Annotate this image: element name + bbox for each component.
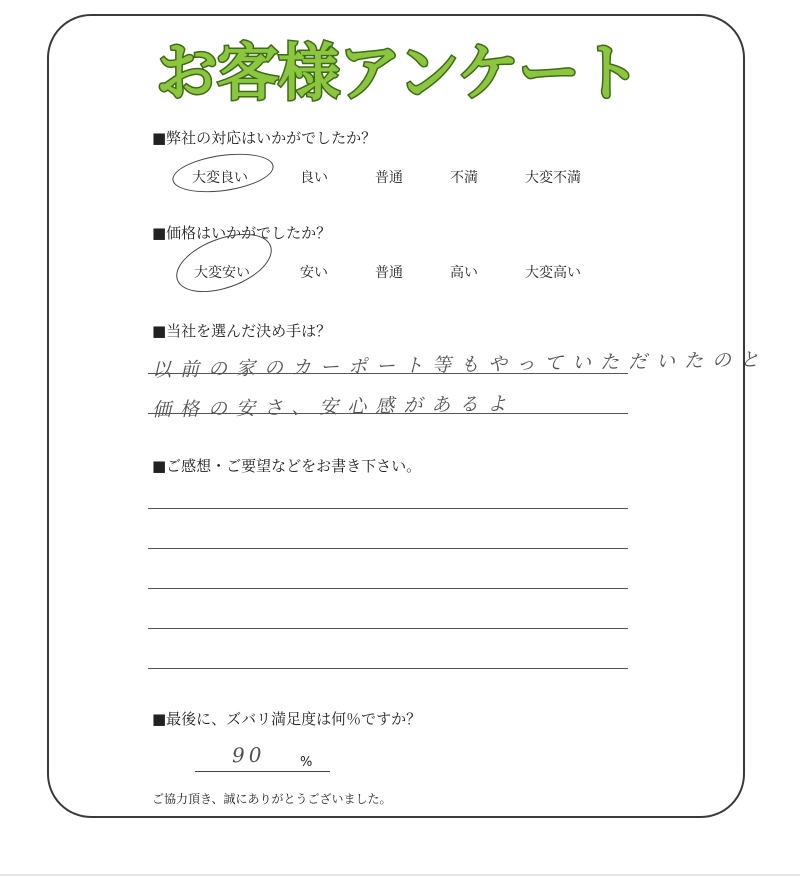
option-price-normal[interactable]: 普通 xyxy=(375,265,403,281)
answer-line-2 xyxy=(148,413,628,414)
comment-line-1[interactable] xyxy=(148,508,628,509)
comment-line-2[interactable] xyxy=(148,548,628,549)
option-service-very-good[interactable]: 大変良い xyxy=(192,170,248,186)
question-satisfaction: ■最後に、ズバリ満足度は何％ですか？ xyxy=(152,710,422,728)
question-price: ■価格はいかがでしたか？ xyxy=(152,224,332,242)
option-service-very-unsatisfied[interactable]: 大変不満 xyxy=(525,170,581,186)
option-service-unsatisfied[interactable]: 不満 xyxy=(450,170,478,186)
option-service-normal[interactable]: 普通 xyxy=(375,170,403,186)
comment-line-3[interactable] xyxy=(148,588,628,589)
page-title xyxy=(0,26,800,116)
handwritten-satisfaction-value: 90 xyxy=(231,742,266,768)
percent-unit: % xyxy=(300,755,313,770)
handwritten-reason-line-2: 価格の安さ、安心感があるよ xyxy=(151,392,516,422)
service-options xyxy=(150,167,630,197)
title-text: お客様アンケート xyxy=(155,36,641,109)
answer-line-1 xyxy=(148,373,628,374)
option-price-very-high[interactable]: 大変高い xyxy=(525,265,581,281)
option-service-good[interactable]: 良い xyxy=(300,170,328,186)
price-options xyxy=(150,262,630,292)
handwritten-reason-line-1: 以前の家のカーポート等もやっていただいたのと xyxy=(151,348,769,382)
comment-line-4[interactable] xyxy=(148,628,628,629)
thanks-message: ご協力頂き、誠にありがとうございました。 xyxy=(152,792,392,806)
question-service: ■弊社の対応はいかがでしたか？ xyxy=(152,129,377,147)
satisfaction-line xyxy=(195,771,330,772)
option-price-cheap[interactable]: 安い xyxy=(300,265,328,281)
option-price-high[interactable]: 高い xyxy=(450,265,478,281)
question-reason: ■当社を選んだ決め手は？ xyxy=(152,322,332,340)
question-comments: ■ご感想・ご要望などをお書き下さい。 xyxy=(152,457,422,475)
comment-line-5[interactable] xyxy=(148,668,628,669)
scan-edge xyxy=(0,874,800,876)
option-price-very-cheap[interactable]: 大変安い xyxy=(194,265,250,281)
